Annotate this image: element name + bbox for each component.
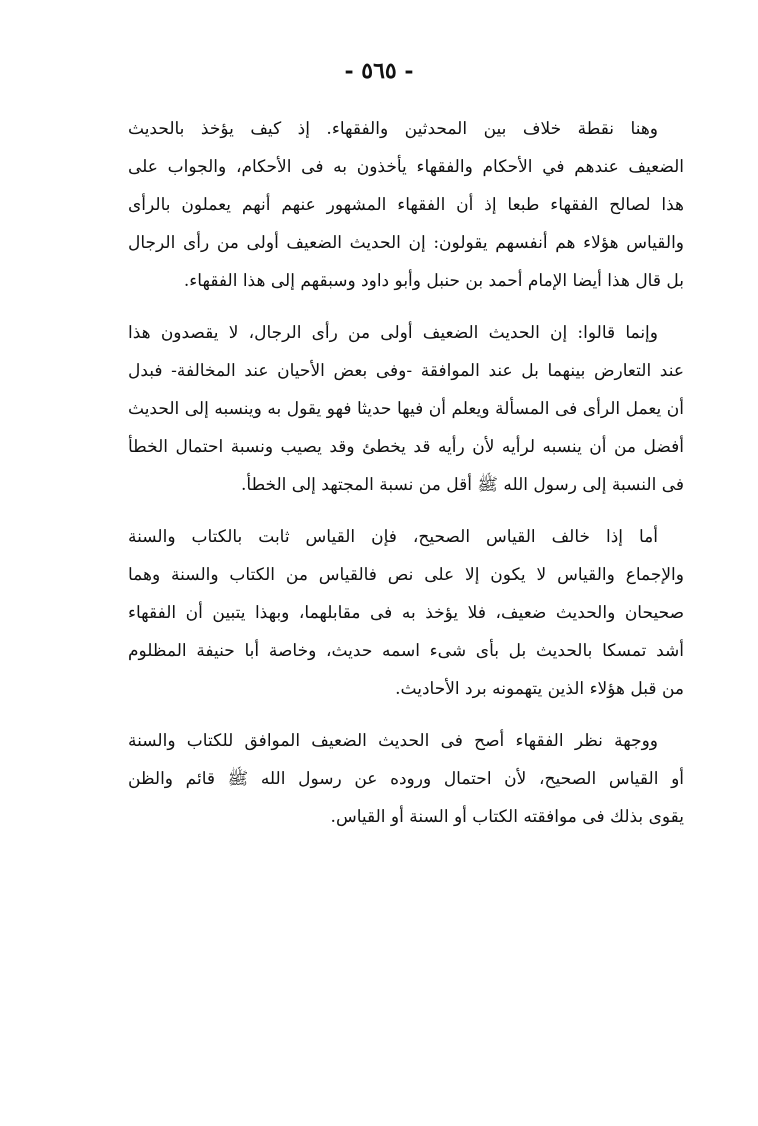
page-number (0, 58, 758, 84)
paragraph-2 (128, 314, 684, 504)
text-line: والإجماع والقياس لا يكون إلا على نص فالقياس من الكتاب والسنة وهما (128, 565, 684, 585)
page-number-text: - ٥٦٥ - (344, 58, 414, 84)
text-line: فى النسبة إلى رسول الله ﷺ أقل من نسبة المجتهد إلى الخطأ. (240, 475, 684, 495)
text-line: أو القياس الصحيح، لأن احتمال وروده عن رسول الله ﷺ قائم والظن (128, 769, 684, 789)
body-text (128, 110, 684, 850)
text-line: صحيحان والحديث ضعيف، فلا يؤخذ به فى مقابلهما، وبهذا يتبين أن الفقهاء (128, 603, 684, 623)
text-line: أن يعمل الرأى فى المسألة ويعلم أن فيها حديثا فهو يقول به وينسبه إلى الحديث (128, 399, 684, 419)
text-line: يقوى بذلك فى موافقته الكتاب أو السنة أو القياس. (330, 807, 684, 827)
text-line: أما إذا خالف القياس الصحيح، فإن القياس ثابت بالكتاب والسنة (128, 527, 658, 547)
text-line: وهنا نقطة خلاف بين المحدثين والفقهاء. إذ كيف يؤخذ بالحديث (128, 119, 658, 139)
text-line: والقياس هؤلاء هم أنفسهم يقولون: إن الحديث الضعيف أولى من رأى الرجال (128, 233, 684, 253)
text-line: أفضل من أن ينسبه لرأيه لأن رأيه قد يخطئ وقد يصيب ونسبة احتمال الخطأ (128, 437, 684, 457)
text-line: من قبل هؤلاء الذين يتهمونه برد الأحاديث. (395, 679, 684, 699)
paragraph-3 (128, 518, 684, 708)
text-line: الضعيف عندهم في الأحكام والفقهاء يأخذون به فى الأحكام، والجواب على (128, 157, 684, 177)
text-line: وإنما قالوا: إن الحديث الضعيف أولى من رأى الرجال، لا يقصدون هذا (128, 323, 658, 343)
text-line: أشد تمسكا بالحديث بل بأى شىء اسمه حديث، وخاصة أبا حنيفة المظلوم (128, 641, 684, 661)
text-line: هذا لصالح الفقهاء طبعا إذ أن الفقهاء المشهور عنهم أنهم يعملون بالرأى (128, 195, 684, 215)
text-line: ووجهة نظر الفقهاء أصح فى الحديث الضعيف الموافق للكتاب والسنة (128, 731, 658, 751)
paragraph-4 (128, 722, 684, 836)
text-line: عند التعارض بينهما بل عند الموافقة -وفى بعض الأحيان عند المخالفة- فبدل (128, 361, 684, 381)
paragraph-1 (128, 110, 684, 300)
text-line: بل قال هذا أيضا الإمام أحمد بن حنبل وأبو داود وسبقهم إلى هذا الفقهاء. (183, 271, 684, 291)
